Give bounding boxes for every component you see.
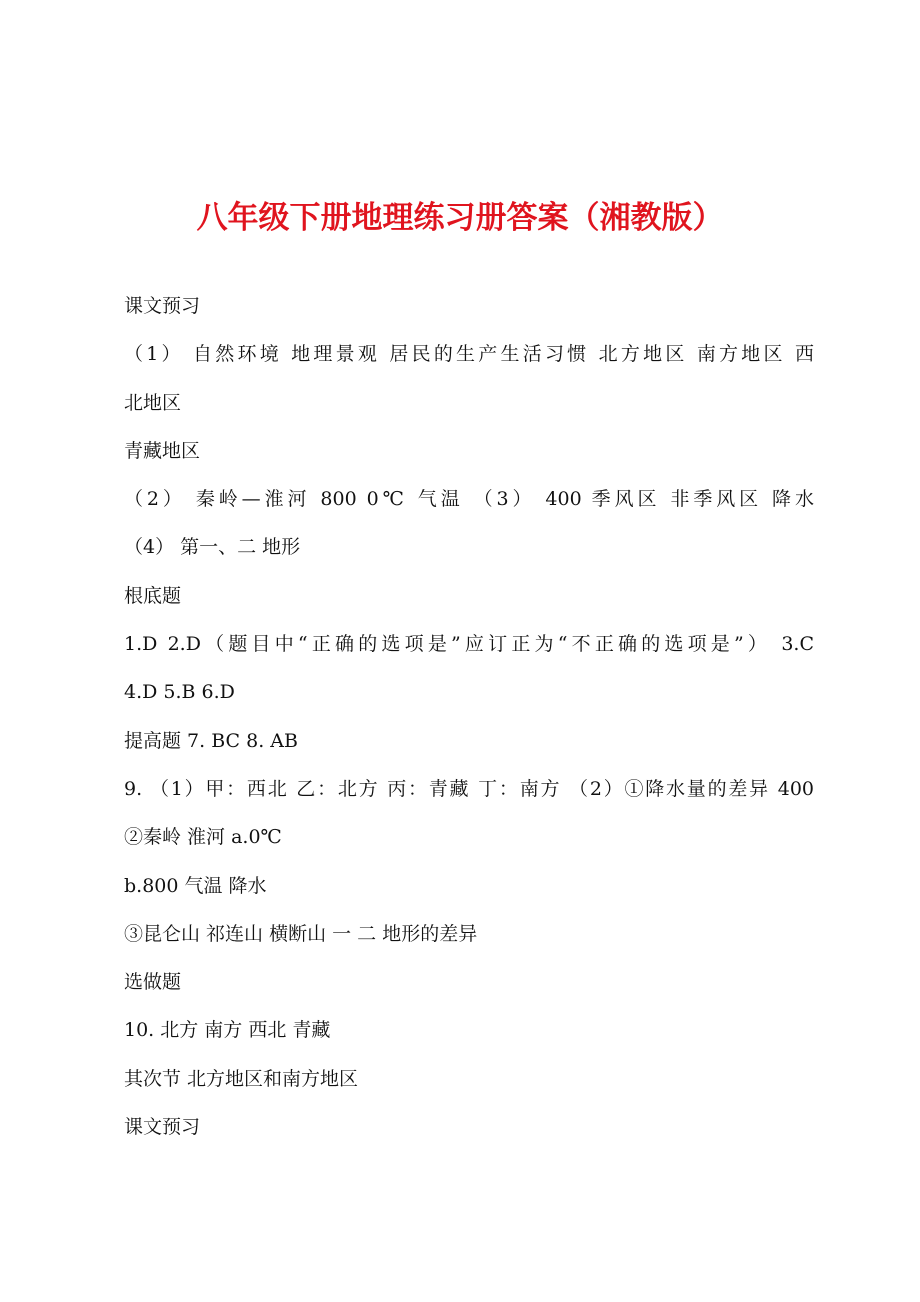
- text-line: 课文预习: [124, 1116, 201, 1139]
- text-line: （2） 秦岭—淮河 800 0℃ 气温 （3） 400 季风区 非季风区 降水: [124, 488, 814, 511]
- text-line: 4.D 5.B 6.D: [124, 681, 235, 704]
- text-line: 其次节 北方地区和南方地区: [124, 1067, 359, 1090]
- text-line: ③昆仑山 祁连山 横断山 一 二 地形的差异: [124, 922, 478, 945]
- document-body: [124, 282, 814, 1151]
- text-line: 10. 北方 南方 西北 青藏: [124, 1019, 331, 1042]
- text-line: 课文预习: [124, 295, 201, 317]
- text-line: 根底题: [124, 584, 182, 607]
- text-line: 选做题: [124, 971, 182, 994]
- page-title: 八年级下册地理练习册答案（湘教版）: [196, 200, 724, 236]
- text-line: b.800 气温 降水: [124, 874, 267, 897]
- text-line: ②秦岭 淮河 a.0℃: [124, 826, 282, 849]
- text-line: （4） 第一、二 地形: [124, 536, 301, 559]
- text-line: 青藏地区: [124, 439, 201, 462]
- text-line: （1） 自然环境 地理景观 居民的生产生活习惯 北方地区 南方地区 西: [124, 343, 814, 366]
- text-line: 提高题 7. BC 8. AB: [124, 729, 298, 752]
- text-line: 北地区: [124, 391, 182, 414]
- text-line: 1.D 2.D（题目中“正确的选项是”应订正为“不正确的选项是”） 3.C: [124, 633, 814, 656]
- text-line: 9. （1）甲：西北 乙：北方 丙：青藏 丁：南方 （2）①降水量的差异 400: [124, 777, 814, 800]
